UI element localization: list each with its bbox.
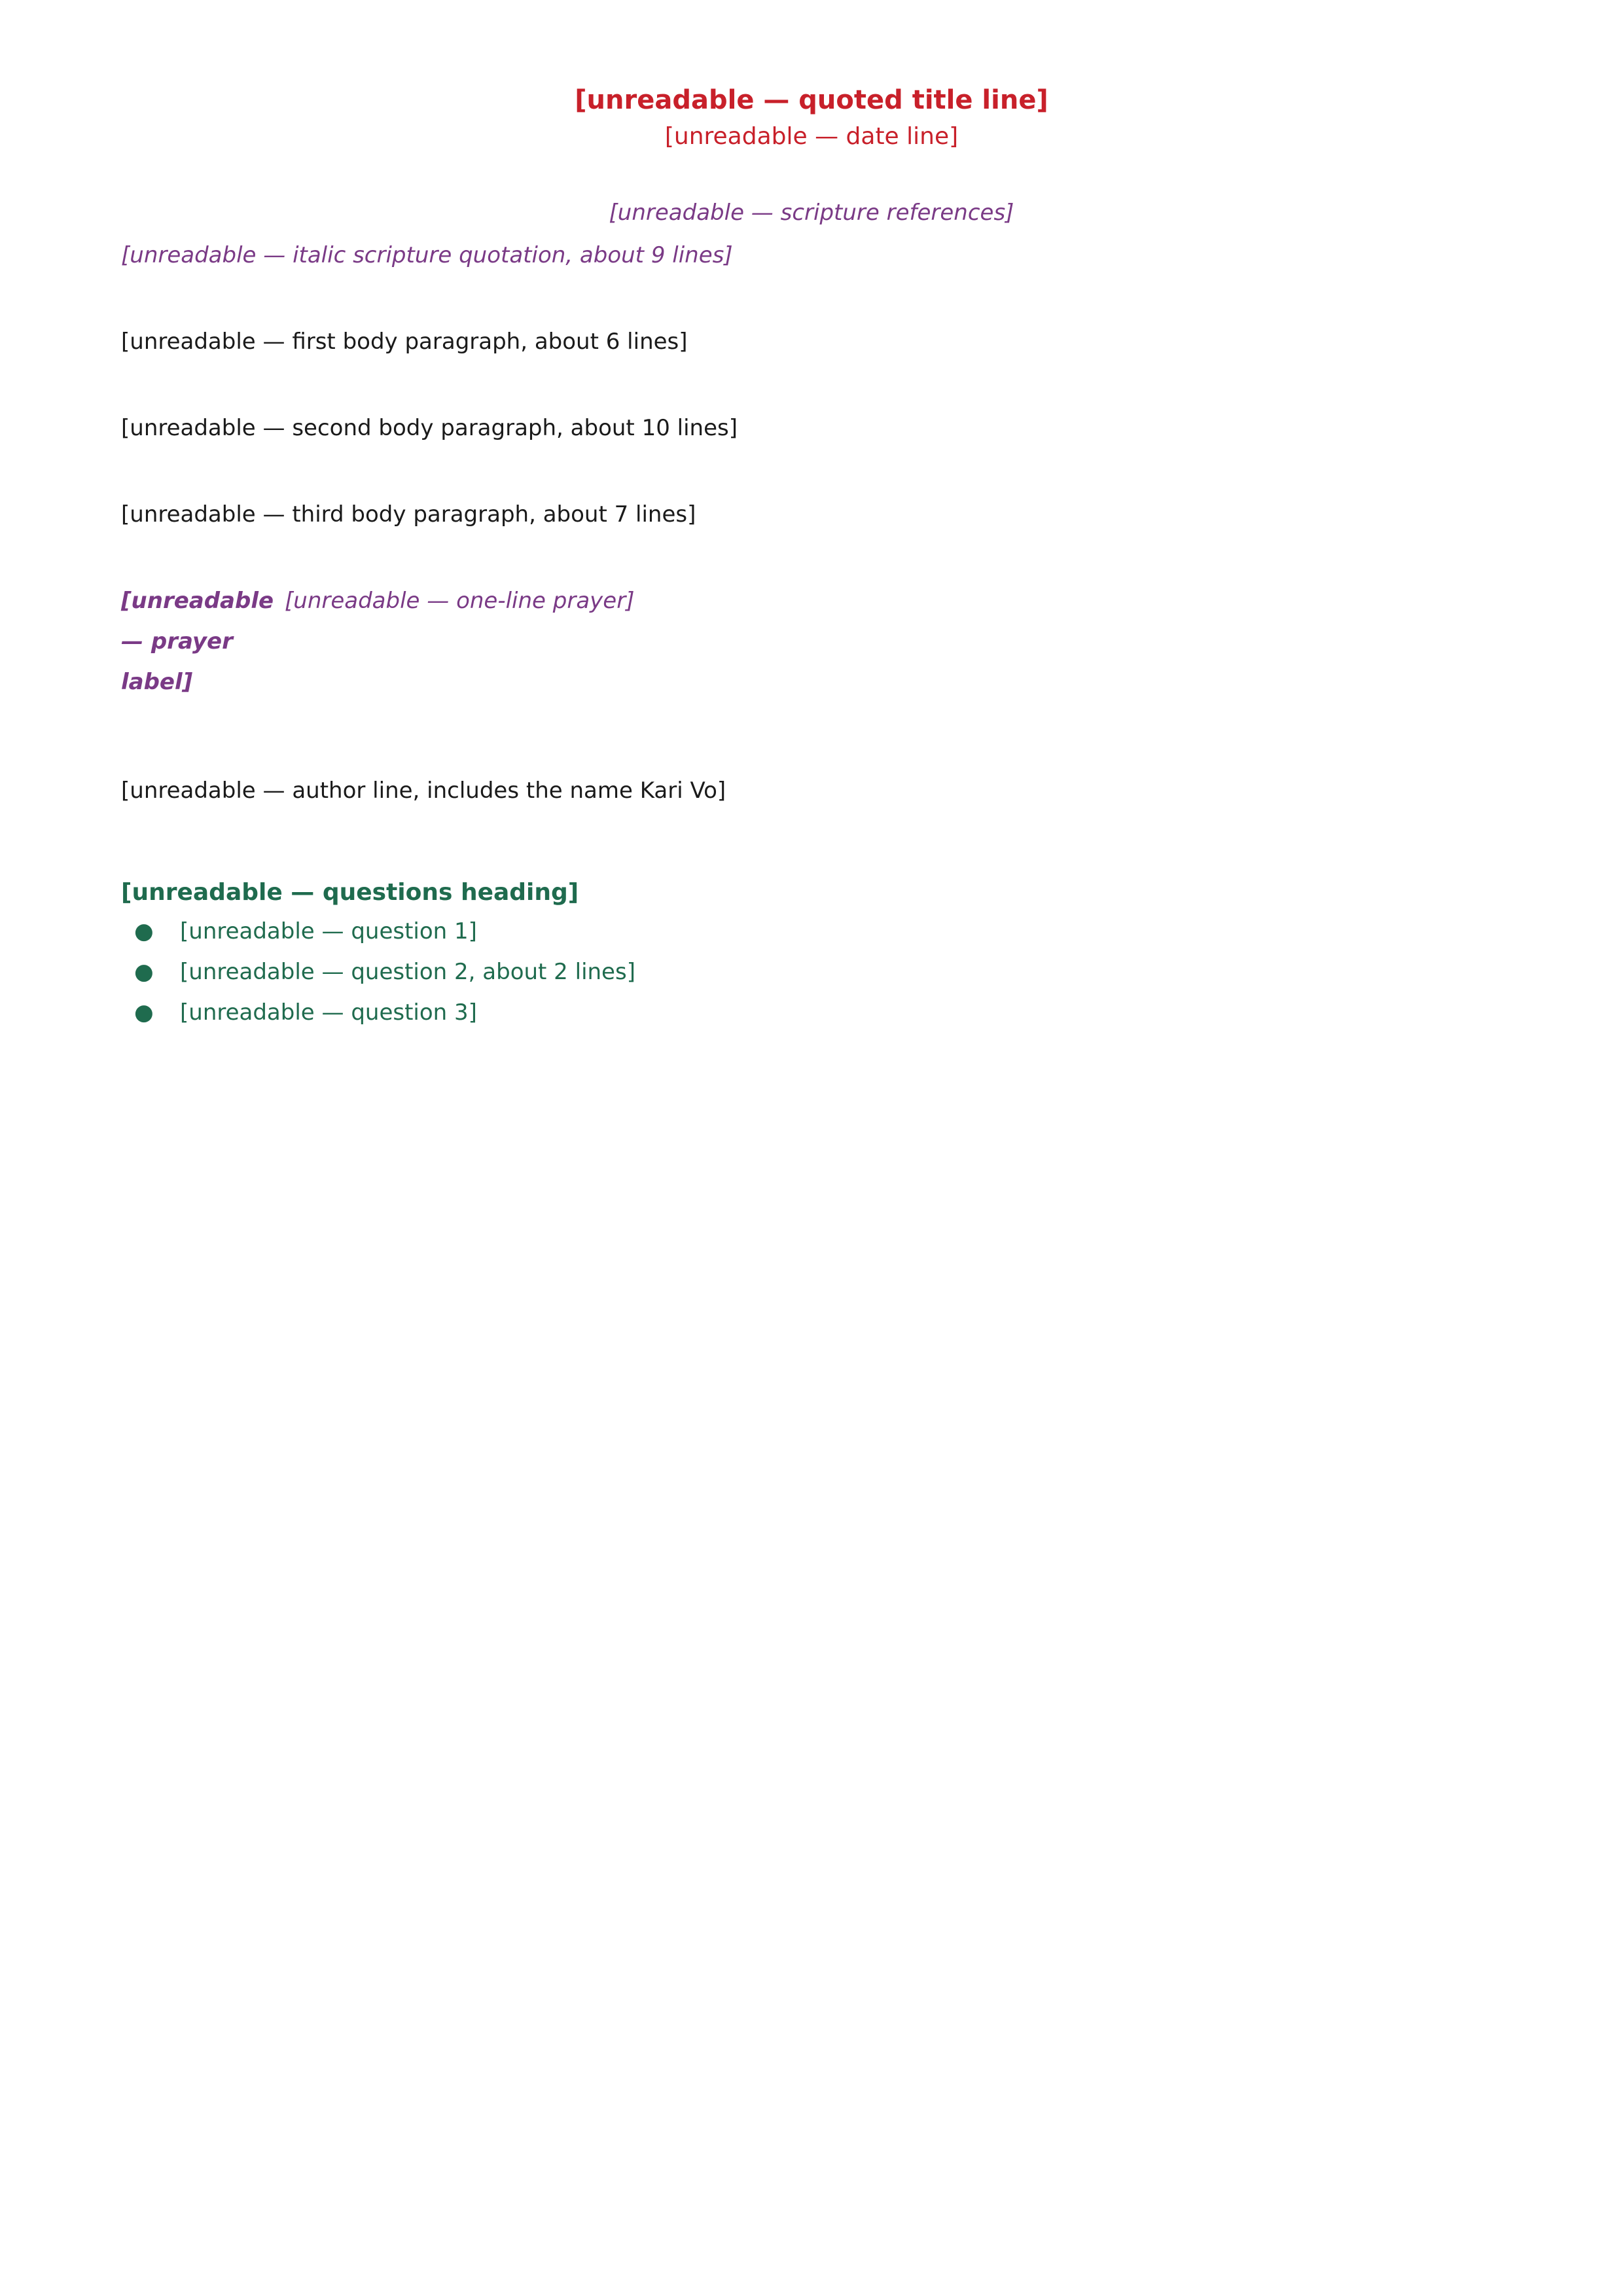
questions-heading: [unreadable — questions heading] <box>121 879 579 906</box>
question-item <box>121 911 1502 952</box>
bullet-icon: ● <box>134 959 154 985</box>
question-item <box>121 952 1502 992</box>
document-date: [unreadable — date line] <box>664 123 959 150</box>
prayer <box>121 581 1502 702</box>
question-text: [unreadable — question 3] <box>180 999 477 1026</box>
bullet-icon: ● <box>134 918 154 944</box>
questions-list <box>121 911 1502 1033</box>
prayer-label: [unreadable — prayer label] <box>121 588 274 695</box>
scripture-quote: [unreadable — italic scripture quotation, about 9 lines] <box>121 242 733 268</box>
body-paragraph-3: [unreadable — third body paragraph, about 7 lines] <box>121 501 696 528</box>
question-text: [unreadable — question 2, about 2 lines] <box>180 959 635 985</box>
question-item <box>121 992 1502 1033</box>
body-paragraph-2: [unreadable — second body paragraph, about 10 lines] <box>121 415 738 441</box>
author-line: [unreadable — author line, includes the name Kari Vo] <box>121 778 726 804</box>
bullet-icon: ● <box>134 999 154 1026</box>
body-paragraph-1: [unreadable — first body paragraph, about 6 lines] <box>121 329 688 355</box>
prayer-text: [unreadable — one-line prayer] <box>285 588 635 614</box>
document-title: [unreadable — quoted title line] <box>575 85 1048 115</box>
scripture-reference: [unreadable — scripture references] <box>609 200 1014 226</box>
question-text: [unreadable — question 1] <box>180 918 477 944</box>
